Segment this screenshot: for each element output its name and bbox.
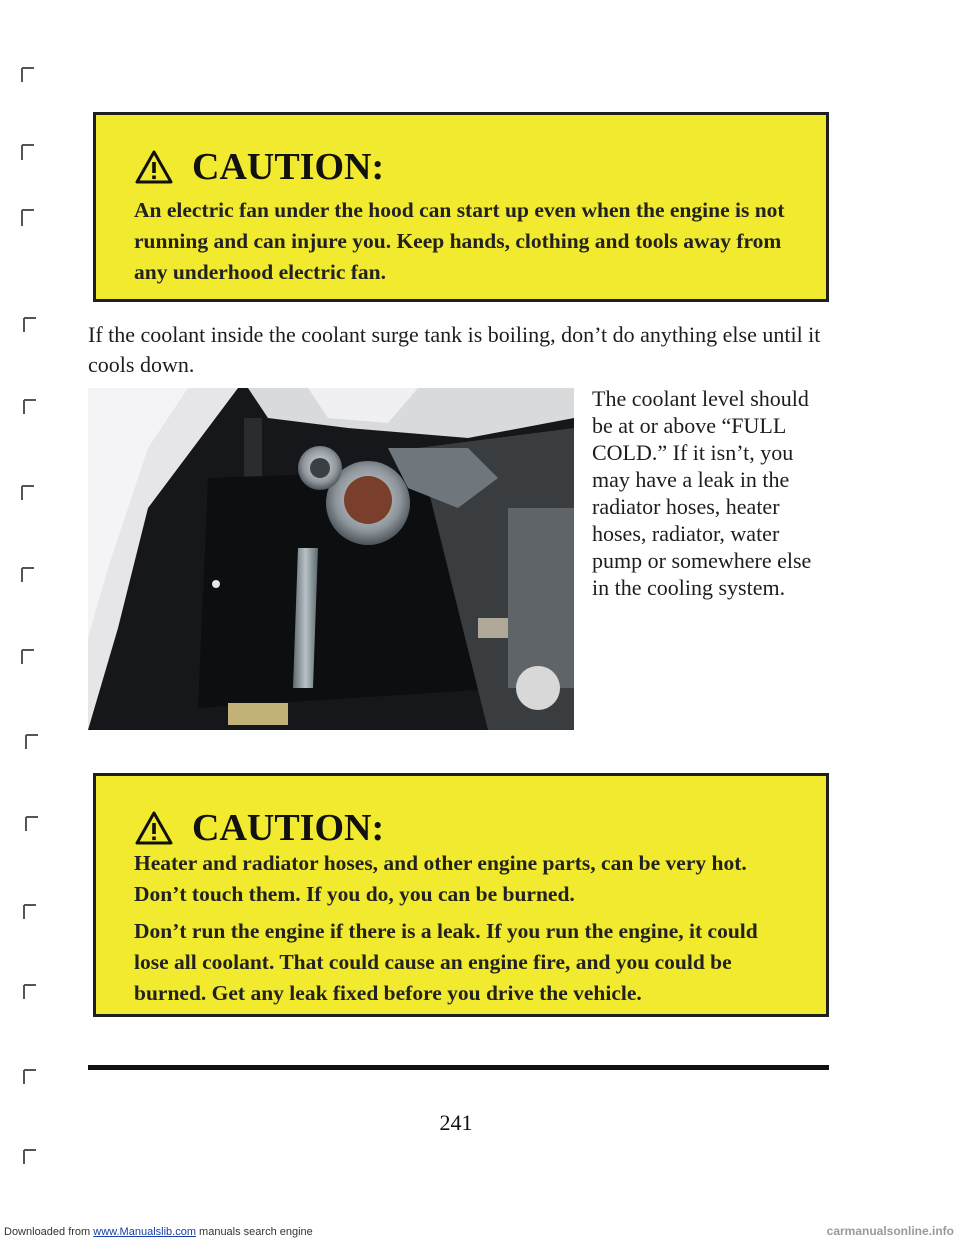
page-number: 241 — [439, 1110, 473, 1135]
engine-coolant-tank-photo — [88, 388, 574, 730]
watermark-text: carmanualsonline.info — [826, 1224, 954, 1238]
intro-paragraph: If the coolant inside the coolant surge tank is boiling, don’t do anything else until it cools down. — [88, 322, 821, 377]
page-edge-marks — [0, 0, 60, 1242]
caution-paragraph: Don’t run the engine if there is a leak. If you run the engine, it could lose all coolant. That could cause an engine fire, and you could be burned. Get any leak fixed before you drive the vehicle. — [134, 919, 758, 1005]
footer-rule — [88, 1065, 829, 1070]
caution-paragraph: Heater and radiator hoses, and other engine parts, can be very hot. Don’t touch them. If you do, you can be burned. — [134, 851, 747, 906]
download-footer — [4, 1226, 313, 1238]
caution-heading-text: CAUTION: — [192, 807, 385, 849]
caution-paragraph: An electric fan under the hood can start up even when the engine is not running and can injure you. Keep hands, clothing and tools away from any underhood electric fan. — [134, 198, 785, 284]
caution-heading — [134, 806, 384, 850]
footer-link[interactable]: www.Manualslib.com — [93, 1226, 196, 1238]
footer-prefix: Downloaded from — [4, 1226, 94, 1238]
warning-triangle-icon — [134, 810, 174, 846]
caution-box-fan — [93, 112, 829, 302]
footer-suffix: manuals search engine — [195, 1226, 313, 1238]
caution-heading — [134, 145, 384, 189]
caution-heading-text: CAUTION: — [192, 146, 385, 188]
coolant-level-paragraph: The coolant level should be at or above “FULL COLD.” If it isn’t, you may have a leak in the radiator hoses, heater hoses, radiator, water pump or somewhere else in the cooling system. — [592, 386, 812, 600]
caution-box-hot-parts — [93, 773, 829, 1017]
warning-triangle-icon — [134, 149, 174, 185]
